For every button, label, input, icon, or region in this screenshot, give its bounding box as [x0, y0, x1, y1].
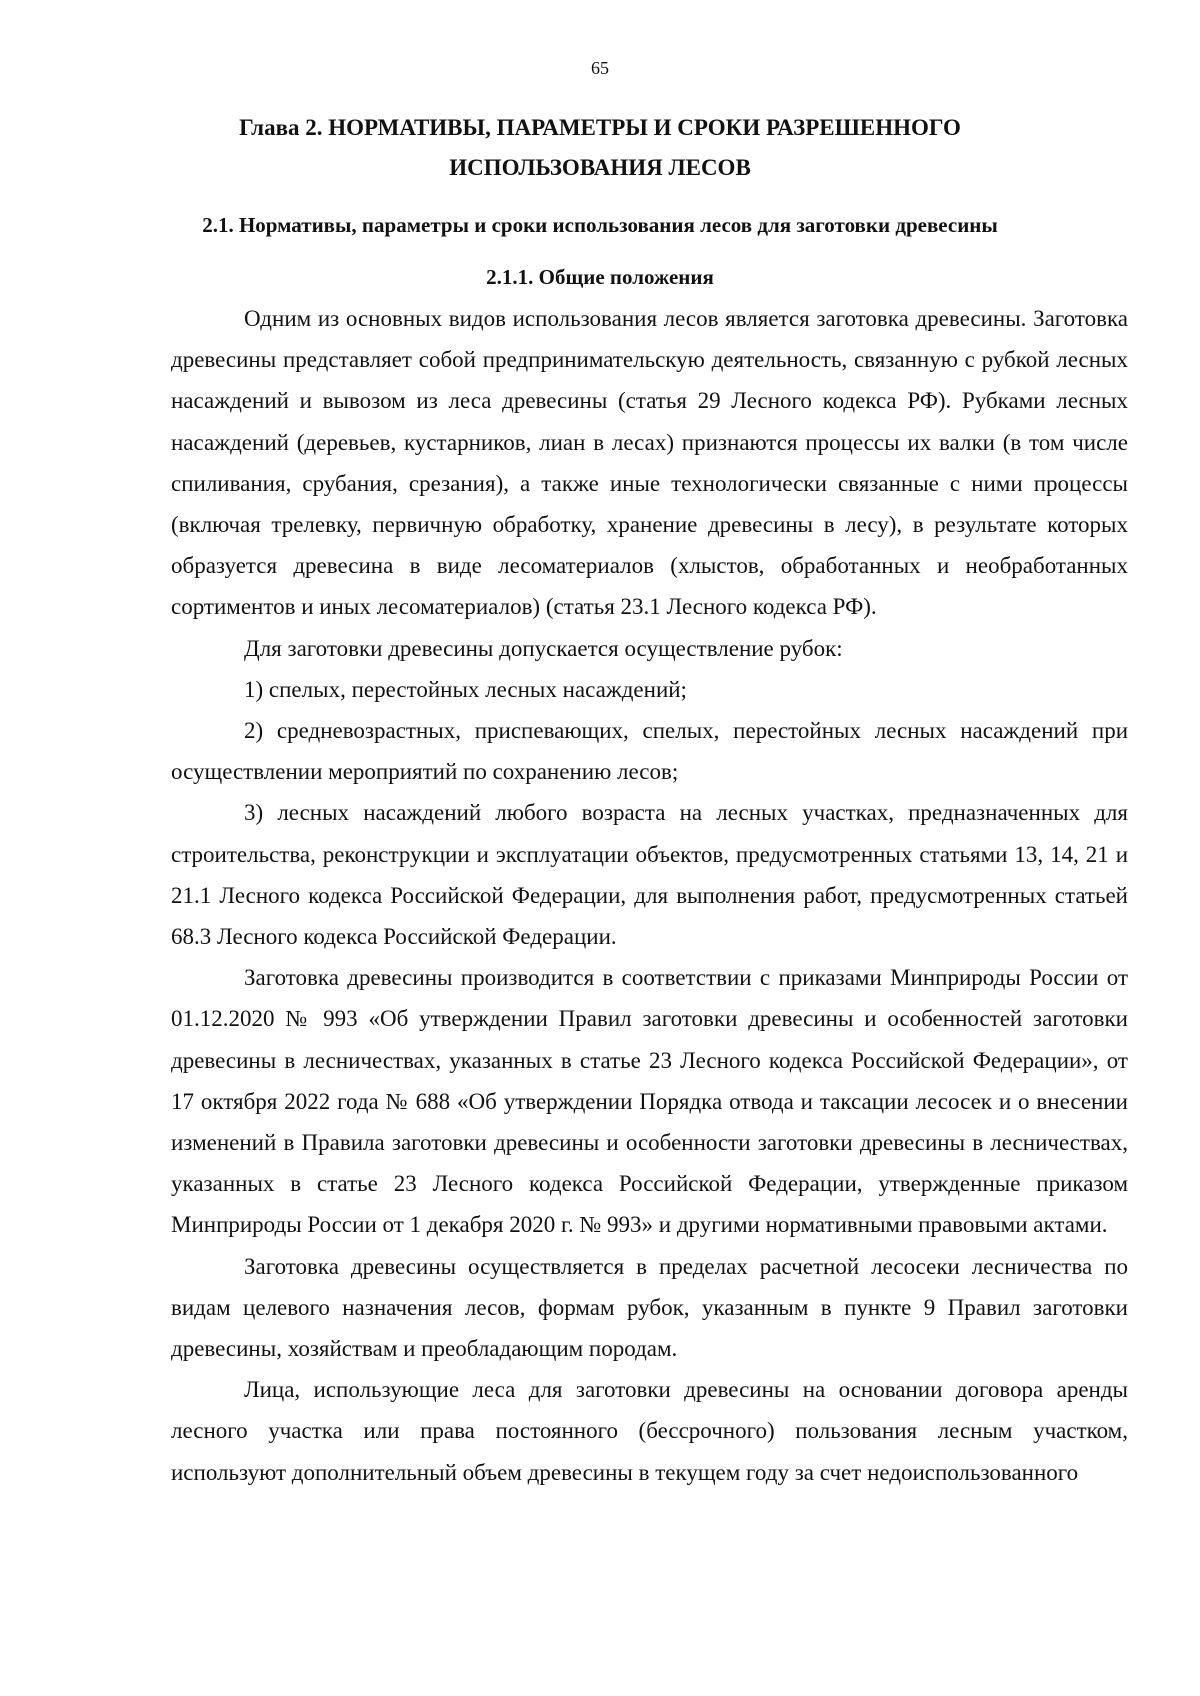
list-item-1: 1) спелых, перестойных лесных насаждений;: [244, 676, 687, 702]
body-text: [171, 298, 1128, 1493]
paragraph-regulations: Заготовка древесины производится в соответствии с приказами Минприроды России от 01.12.2020 № 993 «Об утверждении Правил заготовки древесины и особенностей заготовки древесины в лесничествах, указанных в статье 23 Лесного кодекса Российской Федерации», от 17 октября 2022 года № 688 «Об утверждении Порядка отвода и таксации лесосек и о внесении изменений в Правила заготовки древесины и особенности заготовки древесины в лесничествах, указанных в статье 23 Лесного кодекса Российской Федерации, утвержденные приказом Минприроды России от 1 декабря 2020 г. № 993» и другими нормативными правовыми актами.: [171, 965, 1128, 1238]
paragraph-allowed-cuttings: Для заготовки древесины допускается осуществление рубок:: [244, 635, 843, 661]
paragraph-additional-volume: Лица, использующие леса для заготовки древесины на основании договора аренды лесного участка или права постоянного (бессрочного) пользования лесным участком, используют дополнительный объем древесины в текущем году за счет недоиспользованного: [171, 1377, 1128, 1485]
list-item-2: 2) средневозрастных, приспевающих, спелых, перестойных лесных насаждений при осуществлении мероприятий по сохранению лесов;: [171, 718, 1128, 785]
list-item-3: 3) лесных насаждений любого возраста на лесных участках, предназначенных для строительства, реконструкции и эксплуатации объектов, предусмотренных статьями 13, 14, 21 и 21.1 Лесного кодекса Российской Федерации, для выполнения работ, предусмотренных статьей 68.3 Лесного кодекса Российской Федерации.: [171, 800, 1128, 950]
section-title: 2.1. Нормативы, параметры и сроки использования лесов для заготовки древесины: [202, 213, 998, 237]
chapter-title: [180, 108, 1020, 188]
paragraph-allowable-cut: Заготовка древесины осуществляется в пределах расчетной лесосеки лесничества по видам целевого назначения лесов, формам рубок, указанным в пункте 9 Правил заготовки древесины, хозяйствам и преобладающим породам.: [171, 1253, 1128, 1362]
chapter-title-line-1: Глава 2. НОРМАТИВЫ, ПАРАМЕТРЫ И СРОКИ РАЗРЕШЕННОГО: [239, 115, 961, 140]
subsection-title: 2.1.1. Общие положения: [486, 265, 714, 289]
paragraph-intro: Одним из основных видов использования лесов является заготовка древесины. Заготовка древесины представляет собой предпринимательскую деятельность, связанную с рубкой лесных насаждений и вывозом из леса древесины (статья 29 Лесного кодекса РФ). Рубками лесных насаждений (деревьев, кустарников, лиан в лесах) признаются процессы их валки (в том числе спиливания, срубания, срезания), а также иные технологически связанные с ними процессы (включая трелевку, первичную обработку, хранение древесины в лесу), в результате которых образуется древесина в виде лесоматериалов (хлыстов, обработанных и необработанных сортиментов и иных лесоматериалов) (статья 23.1 Лесного кодекса РФ).: [171, 306, 1128, 620]
chapter-title-line-2: ИСПОЛЬЗОВАНИЯ ЛЕСОВ: [449, 155, 751, 180]
page-number: 65: [591, 58, 609, 78]
